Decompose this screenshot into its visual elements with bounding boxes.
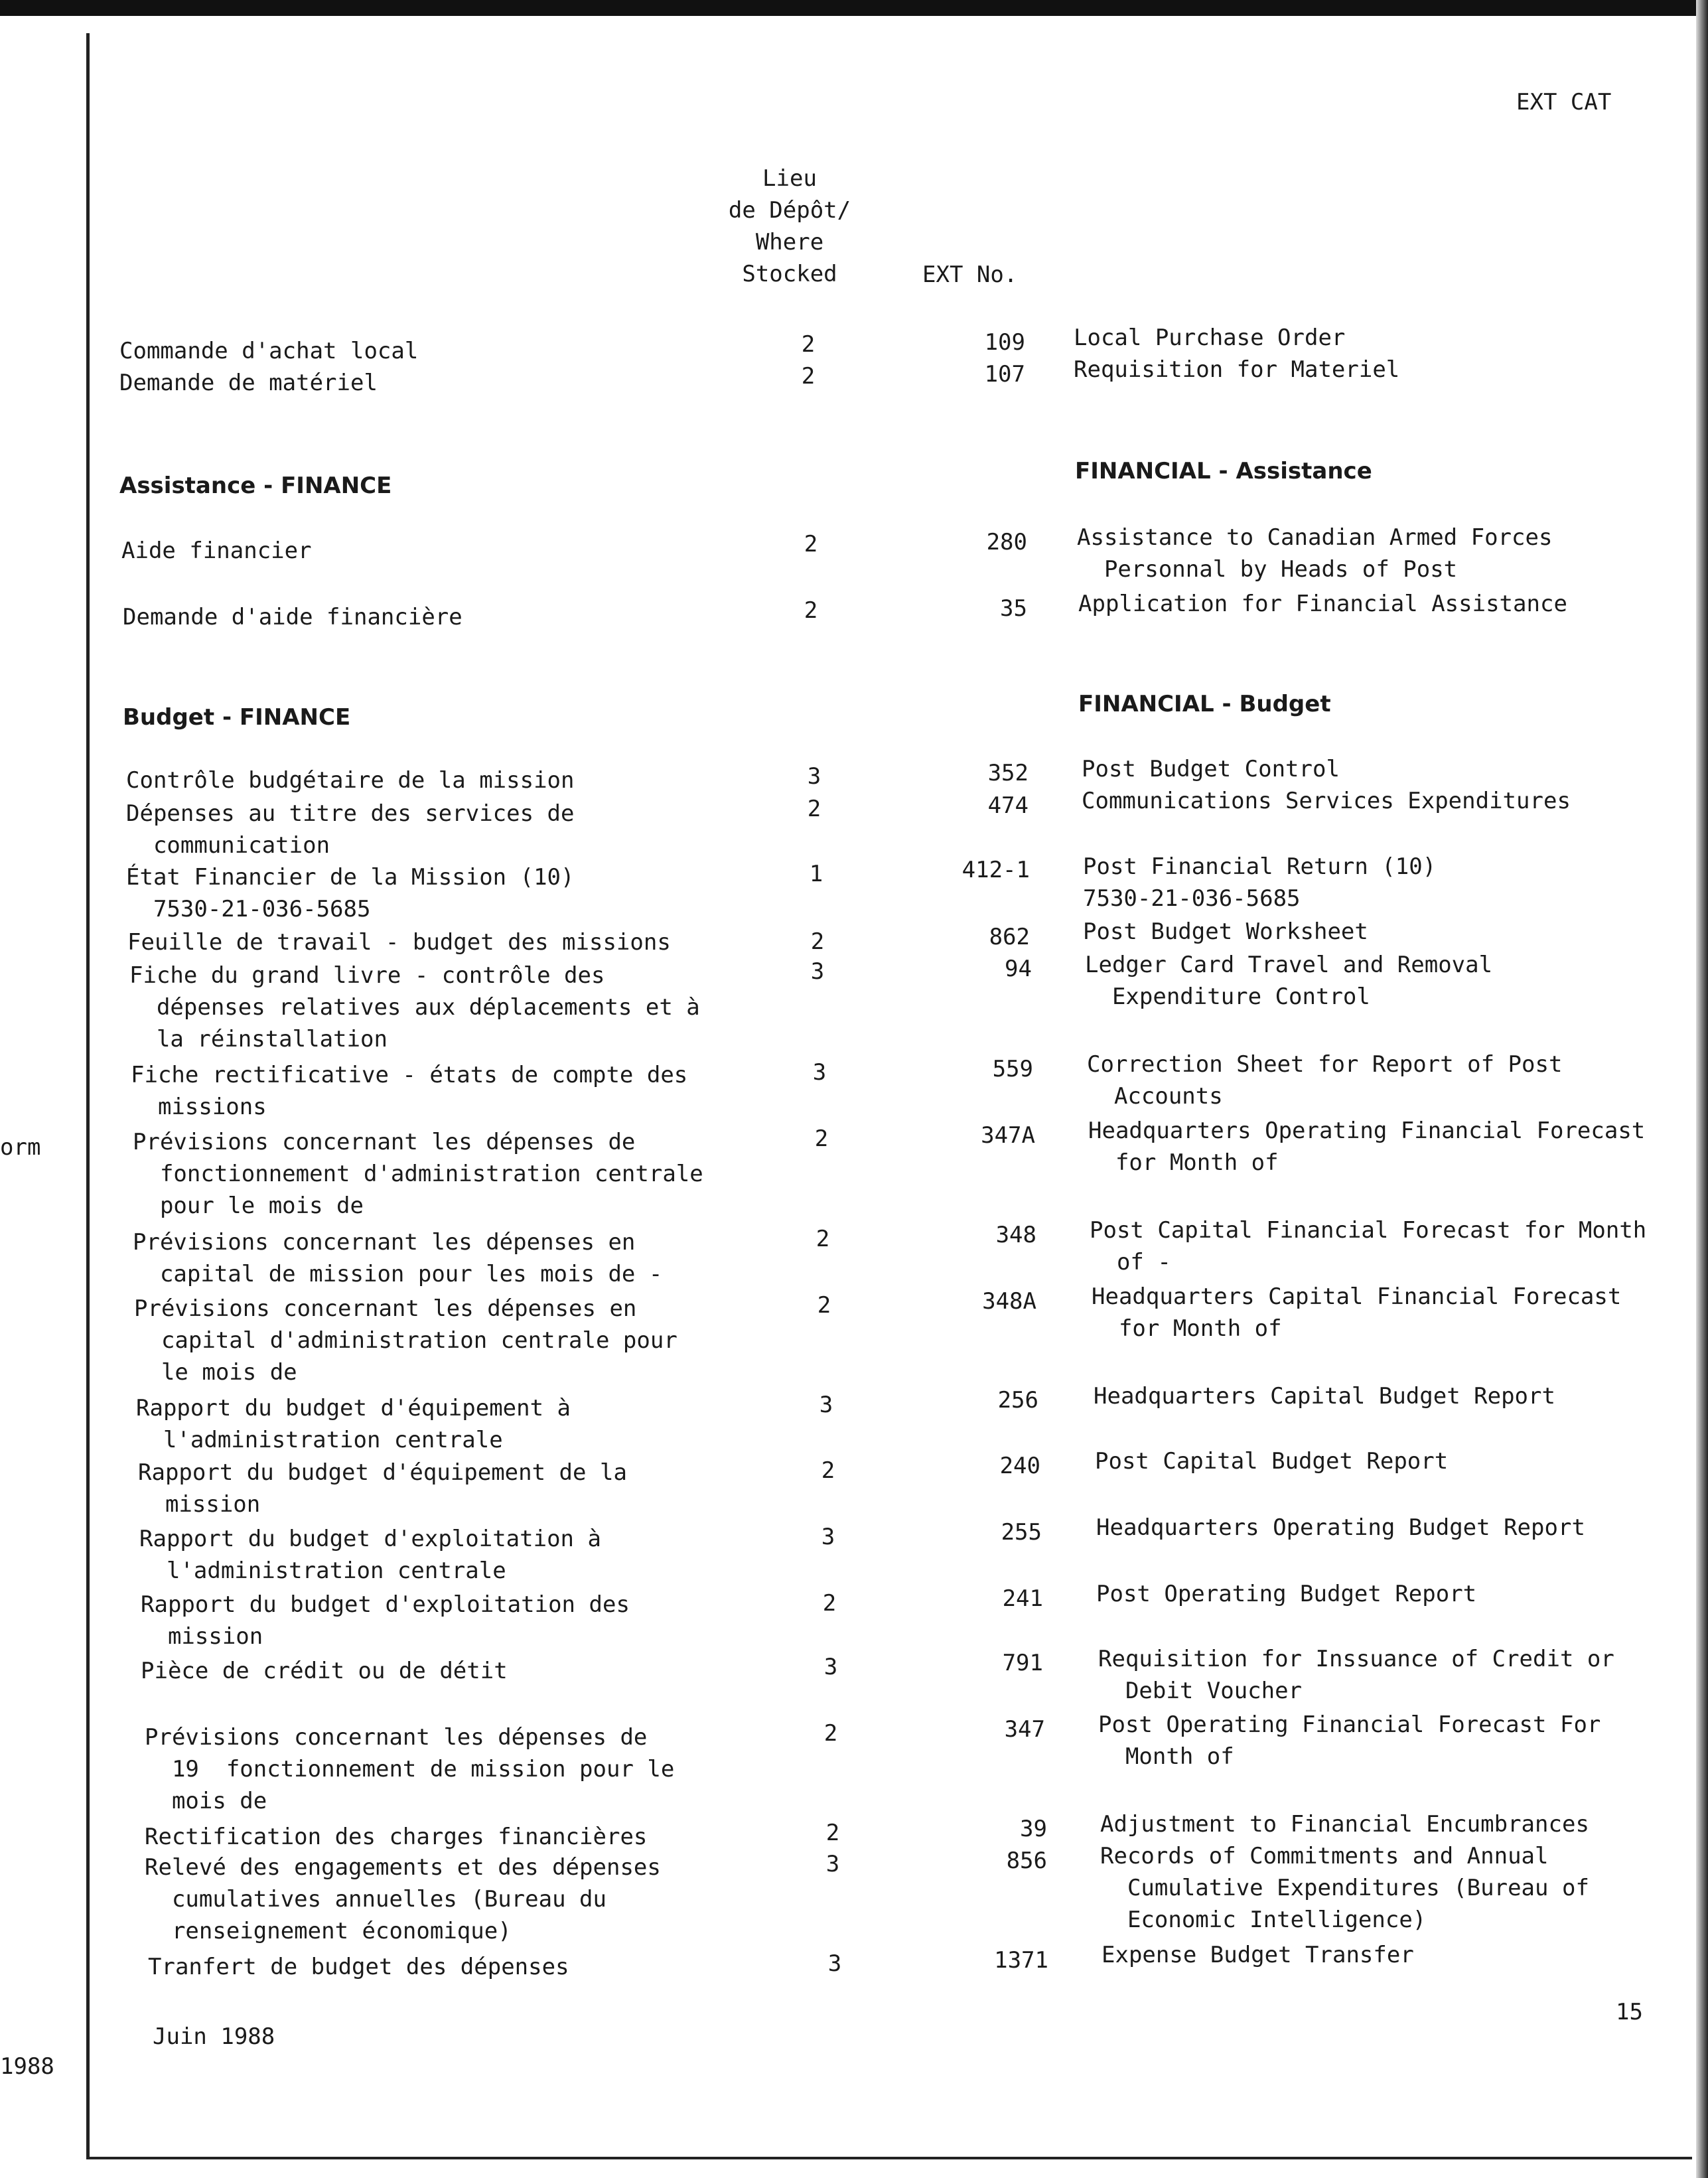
ext-number: 559 (992, 1056, 1033, 1082)
english-title: Post Budget Control (1082, 756, 1340, 782)
stock-location: 3 (810, 958, 825, 985)
french-title: Dépenses au titre des services de communication (126, 800, 575, 859)
ext-number: 256 (997, 1387, 1038, 1414)
english-title: Assistance to Canadian Armed Forces Personnal by Heads of Post (1077, 524, 1553, 583)
french-title: Rapport du budget d'exploitation à l'administration centrale (139, 1526, 601, 1584)
english-title: Post Operating Budget Report (1096, 1581, 1477, 1607)
french-title: Rapport du budget d'exploitation des mission (141, 1591, 630, 1650)
ext-number: 474 (987, 792, 1029, 819)
margin-fragment: orm (0, 1134, 41, 1161)
stock-location: 2 (816, 1226, 830, 1252)
stock-location: 3 (825, 1851, 840, 1877)
french-title: Feuille de travail - budget des missions (127, 929, 671, 956)
french-title: Prévisions concernant les dépenses en capital de mission pour les mois de - (133, 1229, 663, 1287)
english-title: Local Purchase Order (1074, 325, 1346, 351)
section-heading-en: FINANCIAL - Budget (1078, 691, 1331, 717)
french-title: Rapport du budget d'équipement de la mission (138, 1459, 627, 1518)
french-title: Prévisions concernant les dépenses de 19 fonctionnement de mission pour le mois de (145, 1724, 675, 1814)
ext-number: 1371 (994, 1947, 1048, 1974)
french-title: Fiche rectificative - états de compte des missions (131, 1062, 688, 1120)
ext-number: 352 (987, 760, 1029, 786)
stock-location: 3 (821, 1524, 835, 1550)
stock-location: 2 (804, 531, 818, 557)
stock-location: 3 (812, 1059, 827, 1086)
english-title: Requisition for Inssuance of Credit or Debit Voucher (1098, 1646, 1614, 1704)
french-title: Prévisions concernant les dépenses en capital d'administration centrale pour le mois de (134, 1295, 677, 1386)
english-title: Post Operating Financial Forecast For Month of (1098, 1711, 1601, 1770)
french-title: Rectification des charges financières (145, 1824, 648, 1850)
french-title: Aide financier (121, 538, 312, 564)
french-title: Fiche du grand livre - contrôle des dépenses relatives aux déplacements et à la réinstallation (129, 962, 700, 1053)
ext-number: 240 (999, 1453, 1040, 1479)
location-header-line: de Dépôt/ (728, 197, 851, 224)
scan-right-edge (1696, 0, 1708, 2178)
english-title: Correction Sheet for Report of Post Accounts (1087, 1051, 1563, 1110)
english-title: Records of Commitments and Annual Cumulative Expenditures (Bureau of Economic Intelligence) (1100, 1843, 1589, 1933)
french-title: Prévisions concernant les dépenses de fonctionnement d'administration centrale pour le mois de (133, 1129, 703, 1219)
english-title: Application for Financial Assistance (1078, 591, 1567, 617)
english-title: Headquarters Operating Financial Forecast for Month of (1088, 1118, 1646, 1176)
ext-number: 862 (989, 924, 1030, 950)
stock-location: 2 (801, 331, 816, 358)
ext-number: 241 (1002, 1585, 1043, 1612)
english-title: Post Financial Return (10) 7530-21-036-5685 (1083, 853, 1437, 912)
ext-number: 347 (1004, 1716, 1045, 1743)
page-number: 15 (1616, 1999, 1643, 2025)
ext-number: 39 (1020, 1816, 1047, 1842)
english-title: Communications Services Expenditures (1082, 788, 1571, 814)
english-title: Post Budget Worksheet (1083, 918, 1368, 945)
french-title: Commande d'achat local (119, 338, 419, 364)
ext-number: 348 (995, 1222, 1036, 1248)
english-title: Adjustment to Financial Encumbrances (1100, 1811, 1589, 1838)
ext-number: 791 (1002, 1650, 1043, 1676)
stock-location: 1 (809, 861, 823, 887)
stock-location: 2 (804, 597, 818, 624)
bottom-edge-line (86, 2157, 1692, 2159)
stock-location: 2 (814, 1125, 829, 1152)
location-column-header (717, 163, 863, 290)
stock-location: 2 (807, 796, 821, 822)
english-title: Post Capital Budget Report (1095, 1448, 1449, 1475)
stock-location: 3 (819, 1392, 833, 1418)
location-header-line: Stocked (742, 261, 837, 287)
catalog-code: EXT CAT (1516, 89, 1612, 115)
stock-location: 2 (825, 1820, 840, 1846)
stock-location: 2 (821, 1457, 835, 1484)
ext-number: 856 (1006, 1848, 1047, 1874)
french-title: Contrôle budgétaire de la mission (126, 767, 575, 794)
stock-location: 2 (823, 1720, 838, 1747)
section-heading-en: FINANCIAL - Assistance (1075, 458, 1372, 484)
stock-location: 3 (807, 763, 821, 790)
stock-location: 3 (827, 1950, 842, 1977)
english-title: Requisition for Materiel (1074, 356, 1400, 383)
french-title: Pièce de crédit ou de détit (141, 1658, 508, 1684)
english-title: Ledger Card Travel and Removal Expenditure Control (1085, 952, 1493, 1010)
stock-location: 3 (823, 1654, 838, 1680)
location-header-line: Where (755, 229, 824, 255)
ext-number: 107 (984, 361, 1025, 388)
english-title: Post Capital Financial Forecast for Month of - (1090, 1217, 1647, 1275)
margin-fragment: 1988 (0, 2053, 54, 2080)
ext-number: 35 (1000, 595, 1027, 622)
ext-number: 94 (1005, 956, 1032, 982)
french-title: Demande de matériel (119, 370, 378, 396)
english-title: Headquarters Operating Budget Report (1096, 1514, 1585, 1541)
english-title: Headquarters Capital Financial Forecast for Month of (1092, 1283, 1622, 1342)
ext-number-column-header: EXT No. (922, 261, 1018, 288)
french-title: Demande d'aide financière (123, 604, 463, 630)
stock-location: 2 (817, 1292, 831, 1319)
stock-location: 2 (810, 928, 825, 955)
binding-line (86, 33, 90, 2157)
section-heading-fr: Budget - FINANCE (123, 704, 351, 731)
french-title: Tranfert de budget des dépenses (148, 1954, 569, 1980)
french-title: État Financier de la Mission (10) 7530-21-036-5685 (126, 864, 575, 922)
english-title: Expense Budget Transfer (1102, 1942, 1414, 1968)
ext-number: 348A (982, 1288, 1036, 1315)
ext-number: 280 (986, 529, 1027, 555)
stock-location: 2 (801, 363, 816, 390)
footer-date: Juin 1988 (153, 2023, 275, 2050)
section-heading-fr: Assistance - FINANCE (119, 472, 392, 499)
ext-number: 109 (984, 329, 1025, 356)
scan-top-edge (0, 0, 1708, 16)
ext-number: 347A (981, 1122, 1035, 1149)
ext-number: 412-1 (961, 857, 1030, 883)
french-title: Relevé des engagements et des dépenses cumulatives annuelles (Bureau du renseignement économique) (145, 1854, 661, 1944)
location-header-line: Lieu (762, 165, 817, 192)
english-title: Headquarters Capital Budget Report (1094, 1383, 1555, 1410)
french-title: Rapport du budget d'équipement à l'administration centrale (136, 1395, 571, 1453)
ext-number: 255 (1001, 1519, 1042, 1546)
stock-location: 2 (822, 1590, 837, 1617)
